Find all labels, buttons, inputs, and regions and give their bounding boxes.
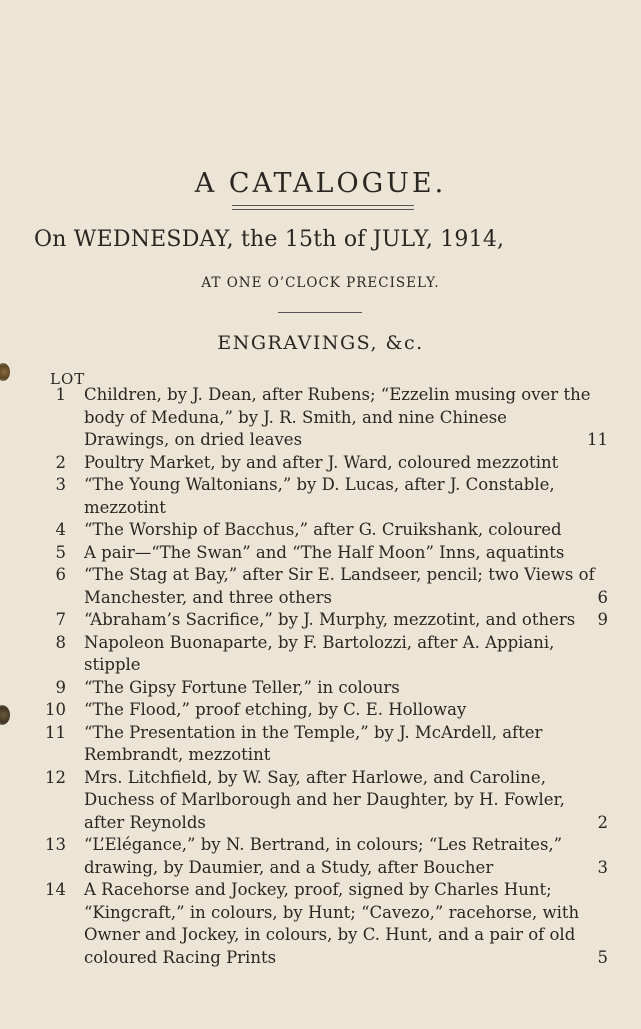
sale-date-line: On WEDNESDAY, the 15th of JULY, 1914, [34, 227, 505, 252]
lot-number: 9 [55, 677, 66, 697]
lot-description: “The Young Waltonians,” by D. Lucas, after J. Constable, mezzotint [84, 475, 555, 517]
lot-quantity: 2 [597, 812, 608, 832]
lot-item [0, 699, 641, 722]
lot-number: 2 [55, 452, 66, 472]
lot-number: 8 [55, 632, 66, 652]
lot-description: “The Stag at Bay,” after Sir E. Landseer, pencil; two Views of Manchester, and three others [84, 565, 595, 607]
lot-description: “The Worship of Bacchus,” after G. Cruikshank, coloured [84, 520, 562, 539]
lot-number: 6 [55, 565, 66, 584]
lot-description: Mrs. Litchfield, by W. Say, after Harlowe, and Caroline, Duchess of Marlborough and her Daughter, by H. Fowler, after Reynolds [84, 767, 565, 832]
lot-column-label: LOT [50, 370, 86, 388]
lot-item [0, 767, 641, 835]
lot-number: 3 [55, 475, 66, 494]
lot-number: 4 [55, 520, 66, 539]
lot-description: Children, by J. Dean, after Rubens; “Ezzelin musing over the body of Meduna,” by J. R. Smith, and nine Chinese Drawings, on dried leaves [84, 385, 591, 449]
lot-item [0, 519, 641, 542]
lot-description: A pair—“The Swan” and “The Half Moon” Inns, aquatints [84, 542, 565, 562]
title-double-rule [232, 205, 414, 210]
lot-item [0, 564, 641, 609]
lot-item [0, 834, 641, 879]
lot-item [0, 384, 641, 452]
lot-description: “The Presentation in the Temple,” by J. McArdell, after Rembrandt, mezzotint [84, 722, 543, 764]
lot-description: “The Flood,” proof etching, by C. E. Holloway [84, 700, 467, 719]
lot-number: 5 [55, 542, 66, 562]
lot-number: 13 [45, 835, 66, 854]
lot-description: “The Gipsy Fortune Teller,” in colours [84, 677, 400, 697]
lot-number: 10 [45, 700, 66, 719]
lot-item [0, 609, 641, 632]
lot-number: 11 [45, 722, 66, 742]
lot-number: 14 [45, 880, 66, 899]
lot-number: 1 [55, 385, 66, 404]
lot-list [0, 384, 641, 969]
lot-item [0, 677, 641, 700]
sale-time-subheading: AT ONE O’CLOCK PRECISELY. [201, 275, 440, 291]
lot-description: A Racehorse and Jockey, proof, signed by Charles Hunt; “Kingcraft,” in colours, by Hunt; “Cavezo,” racehorse, with Owner and Jockey, in colours, by C. Hunt, and a pair of old coloured Racing Prints [84, 880, 580, 967]
lot-quantity: 3 [597, 857, 608, 877]
lot-item [0, 879, 641, 969]
lot-item [0, 452, 641, 475]
lot-quantity: 11 [587, 430, 608, 449]
lot-description: “Abraham’s Sacrifice,” by J. Murphy, mezzotint, and others [84, 610, 576, 629]
lot-quantity: 5 [597, 947, 608, 967]
lot-item [0, 722, 641, 767]
lot-item [0, 632, 641, 677]
lot-quantity: 6 [597, 587, 608, 607]
binding-hole-top [0, 363, 10, 381]
lot-quantity: 9 [597, 610, 608, 629]
section-heading: ENGRAVINGS, &c. [217, 332, 424, 354]
lot-description: Poultry Market, by and after J. Ward, coloured mezzotint [84, 452, 559, 472]
lot-number: 12 [45, 767, 66, 787]
lot-item [0, 474, 641, 519]
lot-item [0, 542, 641, 565]
lot-number: 7 [55, 610, 66, 629]
lot-description: “L’Elégance,” by N. Bertrand, in colours; “Les Retraites,” drawing, by Daumier, and a Study, after Boucher [84, 835, 563, 877]
subheading-rule [278, 312, 362, 313]
catalogue-title: A CATALOGUE. [194, 168, 447, 199]
lot-description: Napoleon Buonaparte, by F. Bartolozzi, after A. Appiani, stipple [84, 632, 555, 674]
